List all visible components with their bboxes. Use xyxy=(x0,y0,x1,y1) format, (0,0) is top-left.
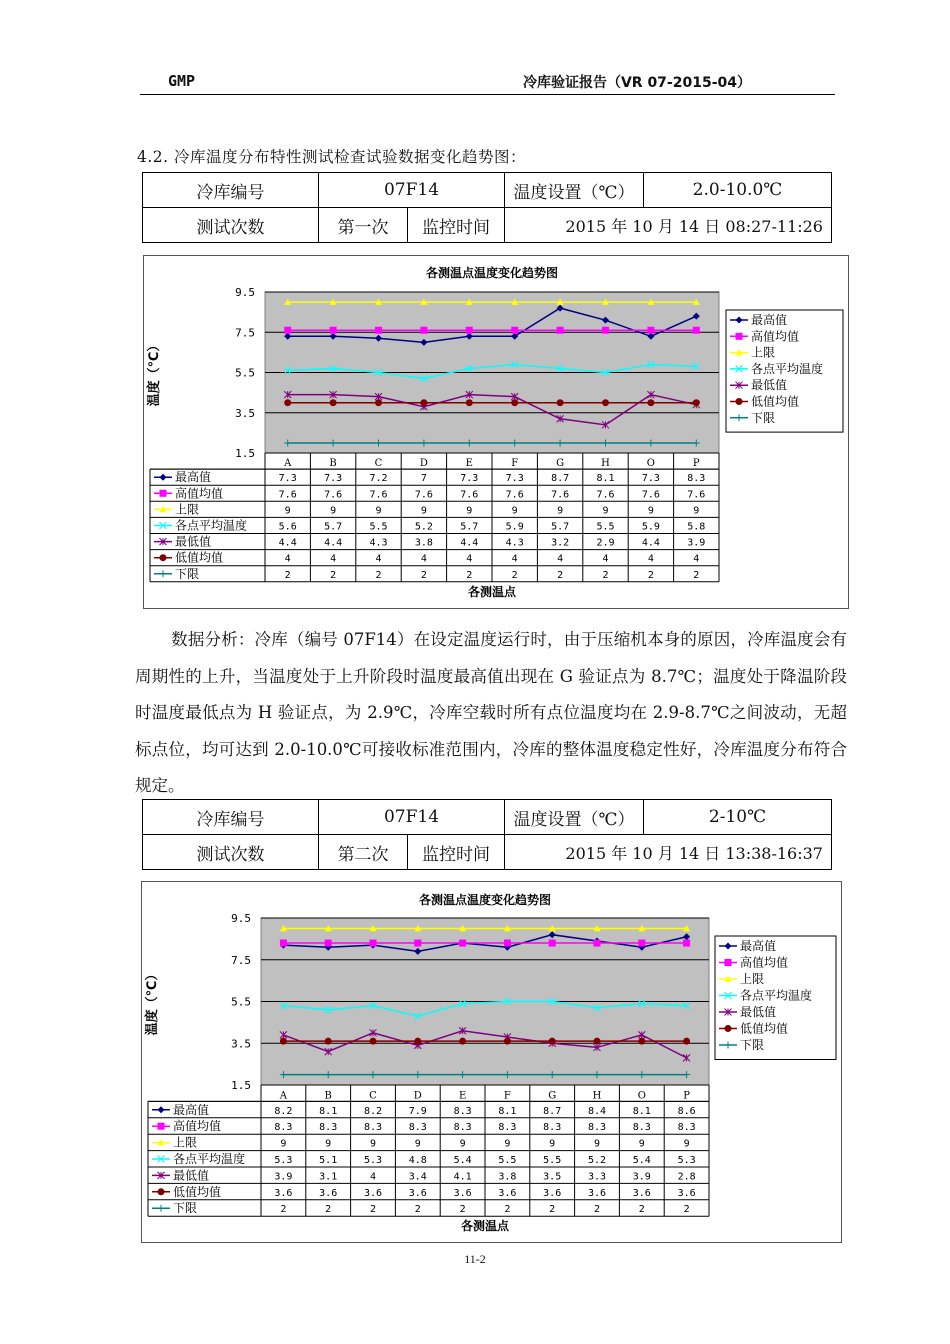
data-label: 2 xyxy=(693,569,700,581)
legend-label: 下限 xyxy=(751,410,776,425)
section-title: 4.2. 冷库温度分布特性测试检查试验数据变化趋势图： xyxy=(137,148,527,166)
table-series-name: 高值均值 xyxy=(173,1119,222,1134)
data-label: 3.8 xyxy=(498,1171,517,1183)
category-label: G xyxy=(556,458,565,470)
data-label: 4.3 xyxy=(505,537,524,549)
legend-label: 最高值 xyxy=(751,313,788,327)
table-series-marker xyxy=(160,474,167,481)
data-label: 3.3 xyxy=(587,1171,607,1183)
legend-marker xyxy=(736,398,743,405)
data-label: 5.7 xyxy=(460,521,479,533)
category-label: P xyxy=(692,458,700,470)
table-series-name: 各点平均温度 xyxy=(173,1152,246,1166)
data-point xyxy=(325,940,332,947)
data-label: 3.6 xyxy=(319,1187,338,1199)
data-label: 9 xyxy=(414,1138,421,1150)
data-label: 9 xyxy=(693,505,700,517)
data-label: 3.6 xyxy=(453,1187,472,1199)
legend-label: 低值均值 xyxy=(751,394,800,409)
data-point xyxy=(459,940,466,947)
data-label: 3.1 xyxy=(319,1171,338,1183)
data-label: 3.6 xyxy=(543,1187,562,1199)
data-label: 3.9 xyxy=(687,537,706,549)
data-label: 8.2 xyxy=(363,1105,383,1117)
data-label: 2 xyxy=(280,1204,287,1216)
data-point xyxy=(466,327,473,334)
category-label: O xyxy=(646,458,656,470)
legend-label: 各点平均温度 xyxy=(751,361,824,376)
data-label: 5.6 xyxy=(278,521,297,533)
data-label: 5.3 xyxy=(677,1155,696,1166)
data-label: 7.3 xyxy=(505,473,524,485)
info-cell: 2015 年 10 月 14 日 08:27-11:26 xyxy=(505,208,832,243)
table-series-marker xyxy=(158,1205,165,1212)
category-label: A xyxy=(284,458,292,470)
data-label: 5.3 xyxy=(363,1155,383,1166)
data-point xyxy=(370,940,377,947)
legend-marker xyxy=(736,333,743,340)
y-axis-label: 温度（℃） xyxy=(147,338,162,407)
info-cell: 温度设置（℃） xyxy=(505,800,644,835)
data-label: 7.3 xyxy=(460,473,479,485)
table-series-name: 上限 xyxy=(173,1135,198,1150)
data-point xyxy=(602,399,609,406)
data-label: 9 xyxy=(511,505,518,517)
data-label: 9 xyxy=(420,505,427,517)
category-label: E xyxy=(465,458,473,470)
data-label: 7.6 xyxy=(324,489,343,501)
data-label: 2.9 xyxy=(596,537,615,549)
data-label: 8.3 xyxy=(543,1122,562,1134)
data-label: 4 xyxy=(557,553,564,565)
y-tick-label: 3.5 xyxy=(235,406,255,420)
table-series-name: 下限 xyxy=(173,1201,198,1216)
data-label: 3.6 xyxy=(587,1187,607,1199)
data-label: 8.3 xyxy=(587,1122,607,1134)
data-label: 4 xyxy=(511,553,518,565)
data-point xyxy=(594,940,601,947)
data-label: 2 xyxy=(375,569,382,581)
table-series-name: 最低值 xyxy=(175,534,212,549)
data-label: 8.6 xyxy=(677,1105,696,1117)
data-label: 7.9 xyxy=(408,1105,427,1117)
data-label: 8.7 xyxy=(551,473,570,485)
category-label: G xyxy=(548,1090,557,1102)
data-label: 2 xyxy=(330,569,337,581)
data-label: 4.1 xyxy=(453,1171,472,1183)
data-label: 8.4 xyxy=(587,1105,607,1117)
y-tick-label: 7.5 xyxy=(235,326,255,340)
data-label: 8.1 xyxy=(632,1105,651,1117)
table-series-name: 各点平均温度 xyxy=(175,518,248,533)
data-label: 4.4 xyxy=(460,537,479,549)
data-label: 5.2 xyxy=(587,1155,607,1166)
info-cell: 07F14 xyxy=(319,173,505,208)
data-label: 2.8 xyxy=(677,1171,696,1183)
category-label: H xyxy=(592,1090,602,1102)
info-cell: 第一次 xyxy=(319,208,408,242)
data-label: 8.3 xyxy=(453,1105,472,1117)
data-label: 8.1 xyxy=(498,1105,517,1117)
page-number: 11-2 xyxy=(464,1252,486,1266)
data-label: 2 xyxy=(602,569,609,581)
data-point xyxy=(459,1038,466,1045)
data-label: 7.3 xyxy=(278,473,297,485)
data-label: 7.3 xyxy=(641,473,660,485)
info-cell: 监控时间 xyxy=(422,844,490,865)
data-label: 4 xyxy=(647,553,654,565)
data-label: 2 xyxy=(414,1204,421,1216)
category-label: E xyxy=(458,1090,467,1102)
table-series-marker xyxy=(158,1106,165,1113)
legend-label: 高值均值 xyxy=(751,329,800,344)
data-label: 9 xyxy=(683,1138,690,1150)
data-label: 5.5 xyxy=(498,1155,517,1166)
x-axis-label: 各测温点 xyxy=(467,584,517,599)
data-label: 7.6 xyxy=(369,489,388,501)
data-point xyxy=(284,399,291,406)
data-point xyxy=(375,327,382,334)
table-series-name: 低值均值 xyxy=(173,1184,222,1199)
category-label: F xyxy=(511,458,519,470)
data-label: 3.4 xyxy=(408,1171,427,1183)
data-label: 9 xyxy=(549,1138,556,1150)
legend-marker xyxy=(725,1025,732,1032)
data-label: 8.3 xyxy=(687,473,706,485)
data-point xyxy=(557,399,564,406)
data-label: 3.6 xyxy=(274,1187,293,1199)
data-label: 8.3 xyxy=(498,1122,517,1134)
data-label: 3.6 xyxy=(677,1187,696,1199)
category-label: B xyxy=(324,1090,332,1102)
table-series-name: 上限 xyxy=(175,502,200,517)
chart-2 xyxy=(141,881,842,1243)
info-cell: 冷库编号 xyxy=(143,173,319,208)
data-point xyxy=(325,1038,332,1045)
data-label: 3.6 xyxy=(408,1187,427,1199)
data-label: 7.6 xyxy=(596,489,615,501)
table-series-name: 下限 xyxy=(175,566,200,581)
info-cell: 第二次 xyxy=(319,835,408,869)
data-label: 7.2 xyxy=(369,473,388,485)
data-point xyxy=(280,940,287,947)
data-label: 9 xyxy=(504,1138,511,1150)
y-tick-label: 7.5 xyxy=(231,953,251,967)
data-point xyxy=(414,940,421,947)
table-series-marker xyxy=(160,490,167,497)
data-point xyxy=(280,1038,287,1045)
info-cell: 监控时间 xyxy=(422,217,490,238)
data-point xyxy=(420,399,427,406)
data-label: 4 xyxy=(375,553,382,565)
data-label: 7.6 xyxy=(460,489,479,501)
data-label: 3.8 xyxy=(414,537,433,549)
chart-title: 各测温点温度变化趋势图 xyxy=(418,893,552,907)
data-point xyxy=(602,327,609,334)
data-point xyxy=(370,1038,377,1045)
data-label: 9 xyxy=(647,505,654,517)
data-point xyxy=(284,327,291,334)
data-point xyxy=(420,327,427,334)
data-label: 2 xyxy=(504,1204,511,1216)
info-cell: 温度设置（℃） xyxy=(505,173,644,208)
data-label: 7.6 xyxy=(641,489,660,501)
table-series-marker xyxy=(160,554,167,561)
data-point xyxy=(683,1038,690,1045)
table-series-name: 高值均值 xyxy=(175,486,224,501)
data-point xyxy=(549,940,556,947)
data-label: 5.5 xyxy=(369,521,388,533)
y-tick-label: 5.5 xyxy=(235,366,255,380)
data-label: 4 xyxy=(602,553,609,565)
data-label: 5.5 xyxy=(596,521,615,533)
data-label: 5.5 xyxy=(543,1155,562,1166)
data-point xyxy=(638,940,645,947)
data-label: 9 xyxy=(602,505,609,517)
data-label: 8.3 xyxy=(274,1122,293,1134)
data-label: 4 xyxy=(693,553,700,565)
analysis-paragraph xyxy=(135,622,847,805)
table-series-marker xyxy=(158,1188,165,1195)
data-point xyxy=(638,1038,645,1045)
data-label: 5.4 xyxy=(632,1155,651,1166)
data-label: 3.9 xyxy=(274,1171,293,1183)
data-label: 5.2 xyxy=(414,521,433,533)
data-label: 4.4 xyxy=(641,537,660,549)
legend-label: 下限 xyxy=(740,1038,765,1052)
category-label: F xyxy=(503,1090,511,1102)
data-label: 4 xyxy=(284,553,291,565)
y-tick-label: 1.5 xyxy=(231,1079,251,1092)
legend-label: 上限 xyxy=(751,345,776,360)
data-label: 7.6 xyxy=(551,489,570,501)
info-cell: 2.0-10.0℃ xyxy=(644,173,832,208)
table-series-marker xyxy=(160,570,167,577)
data-label: 3.9 xyxy=(632,1171,651,1183)
data-label: 2 xyxy=(420,569,427,581)
data-label: 8.3 xyxy=(453,1122,472,1134)
category-label: P xyxy=(683,1090,690,1102)
data-label: 5.9 xyxy=(641,521,660,533)
data-label: 9 xyxy=(466,505,473,517)
category-label: D xyxy=(413,1090,422,1102)
header-right: 冷库验证报告（VR 07-2015-04） xyxy=(522,75,751,91)
data-label: 4.4 xyxy=(278,537,297,549)
legend-label: 高值均值 xyxy=(740,955,789,970)
data-point xyxy=(693,399,700,406)
data-label: 2 xyxy=(647,569,654,581)
data-label: 8.3 xyxy=(408,1122,427,1134)
info-table-1 xyxy=(142,172,832,243)
data-point xyxy=(511,399,518,406)
data-label: 9 xyxy=(593,1138,601,1150)
data-label: 5.8 xyxy=(687,521,706,533)
data-point xyxy=(375,399,382,406)
data-label: 7.6 xyxy=(414,489,433,501)
data-label: 9 xyxy=(638,1138,645,1150)
data-label: 8.3 xyxy=(363,1122,383,1134)
data-point xyxy=(549,1038,556,1045)
data-label: 9 xyxy=(459,1138,466,1150)
table-series-marker xyxy=(158,1123,165,1130)
data-label: 2 xyxy=(369,1204,377,1216)
data-point xyxy=(504,940,511,947)
data-label: 3.6 xyxy=(363,1187,383,1199)
data-point xyxy=(330,399,337,406)
data-label: 5.9 xyxy=(505,521,524,533)
data-point xyxy=(594,1038,601,1045)
data-label: 2 xyxy=(549,1204,556,1216)
data-label: 5.7 xyxy=(551,521,570,533)
data-label: 9 xyxy=(325,1138,332,1150)
legend-marker xyxy=(725,959,732,966)
chart-title: 各测温点温度变化趋势图 xyxy=(425,266,559,280)
data-label: 7.6 xyxy=(505,489,524,501)
category-label: A xyxy=(279,1090,288,1102)
data-label: 4.3 xyxy=(369,537,388,549)
data-label: 5.7 xyxy=(324,521,343,533)
data-label: 9 xyxy=(280,1138,287,1150)
y-tick-label: 9.5 xyxy=(235,286,255,299)
data-label: 8.1 xyxy=(596,473,615,485)
y-tick-label: 3.5 xyxy=(231,1037,251,1051)
table-series-name: 最高值 xyxy=(173,1102,210,1117)
data-label: 2 xyxy=(511,569,518,581)
data-label: 4 xyxy=(330,553,337,565)
data-label: 8.7 xyxy=(543,1105,562,1117)
legend-label: 最高值 xyxy=(740,939,777,953)
table-series-name: 低值均值 xyxy=(175,550,224,565)
data-label: 2 xyxy=(683,1204,690,1216)
data-label: 7.6 xyxy=(687,489,706,501)
data-label: 3.6 xyxy=(632,1187,651,1199)
data-label: 2 xyxy=(284,569,291,581)
data-label: 3.2 xyxy=(551,537,570,549)
data-label: 4.4 xyxy=(324,537,343,549)
category-label: C xyxy=(369,1090,377,1102)
legend-label: 最低值 xyxy=(740,1005,777,1019)
legend-label: 最低值 xyxy=(751,378,788,393)
data-label: 5.3 xyxy=(274,1155,293,1166)
data-label: 7.6 xyxy=(278,489,297,501)
data-point xyxy=(683,940,690,947)
data-point xyxy=(647,327,654,334)
info-cell: 2-10℃ xyxy=(644,800,832,835)
y-tick-label: 5.5 xyxy=(231,995,251,1009)
table-series-name: 最高值 xyxy=(175,470,212,485)
header-left: GMP xyxy=(168,72,196,90)
data-label: 9 xyxy=(557,505,564,517)
data-point xyxy=(466,399,473,406)
data-label: 4 xyxy=(466,553,473,565)
data-label: 9 xyxy=(369,1138,377,1150)
data-label: 8.2 xyxy=(274,1105,293,1117)
page-header xyxy=(140,70,835,95)
data-label: 2 xyxy=(638,1204,645,1216)
data-label: 3.5 xyxy=(543,1171,562,1183)
y-tick-label: 9.5 xyxy=(231,912,251,925)
table-series-name: 最低值 xyxy=(173,1168,210,1183)
data-label: 4 xyxy=(420,553,427,565)
data-label: 8.3 xyxy=(677,1122,696,1134)
category-label: B xyxy=(329,458,337,470)
x-axis-label: 各测温点 xyxy=(460,1219,510,1234)
category-label: H xyxy=(601,458,610,470)
data-point xyxy=(330,327,337,334)
data-label: 3.6 xyxy=(498,1187,517,1199)
data-label: 2 xyxy=(557,569,564,581)
data-label: 2 xyxy=(466,569,473,581)
data-point xyxy=(511,327,518,334)
data-label: 2 xyxy=(325,1204,332,1216)
data-label: 8.1 xyxy=(319,1105,338,1117)
info-cell: 2015 年 10 月 14 日 13:38-16:37 xyxy=(505,835,832,870)
category-label: C xyxy=(374,458,383,470)
data-point xyxy=(693,327,700,334)
data-label: 4 xyxy=(369,1171,377,1183)
data-label: 9 xyxy=(284,505,291,517)
data-label: 5.1 xyxy=(319,1155,338,1166)
data-point xyxy=(557,327,564,334)
data-label: 5.4 xyxy=(453,1155,472,1166)
legend-label: 低值均值 xyxy=(740,1021,789,1036)
info-cell: 测试次数 xyxy=(143,208,319,243)
data-label: 8.3 xyxy=(632,1122,651,1134)
legend-label: 各点平均温度 xyxy=(740,988,813,1003)
data-label: 7 xyxy=(420,473,427,485)
legend-label: 上限 xyxy=(740,972,765,986)
data-point xyxy=(414,1038,421,1045)
data-point xyxy=(504,1038,511,1045)
data-label: 2 xyxy=(593,1204,601,1216)
category-label: D xyxy=(419,458,428,470)
y-axis-label: 温度（℃） xyxy=(145,967,160,1036)
y-tick-label: 1.5 xyxy=(235,447,255,460)
info-cell: 07F14 xyxy=(319,800,505,835)
analysis-text: 数据分析：冷库（编号 07F14）在设定温度运行时，由于压缩机本身的原因，冷库温度会有周期性的上升，当温度处于上升阶段时温度最高值出现在 G 验证点为 8.7℃；温度处于降温阶段时温度最低点为 H 验证点，为 2.9℃，冷库空载时所有点位温度均在 2.9-8.7℃之间波动，无超标点位，均可达到 2.0-10.0℃可接收标准范围内，冷库的整体温度稳定性好，冷库温度分布符合规定。 xyxy=(135,630,847,795)
data-point xyxy=(647,399,654,406)
data-label: 8.3 xyxy=(319,1122,338,1134)
info-table-2 xyxy=(142,799,832,870)
data-label: 9 xyxy=(375,505,382,517)
data-label: 7.3 xyxy=(324,473,343,485)
info-cell: 冷库编号 xyxy=(143,800,319,835)
data-label: 2 xyxy=(459,1204,466,1216)
chart-1 xyxy=(143,255,849,609)
info-cell: 测试次数 xyxy=(143,835,319,870)
category-label: O xyxy=(637,1090,646,1102)
data-label: 9 xyxy=(330,505,337,517)
data-label: 4.8 xyxy=(408,1155,427,1166)
